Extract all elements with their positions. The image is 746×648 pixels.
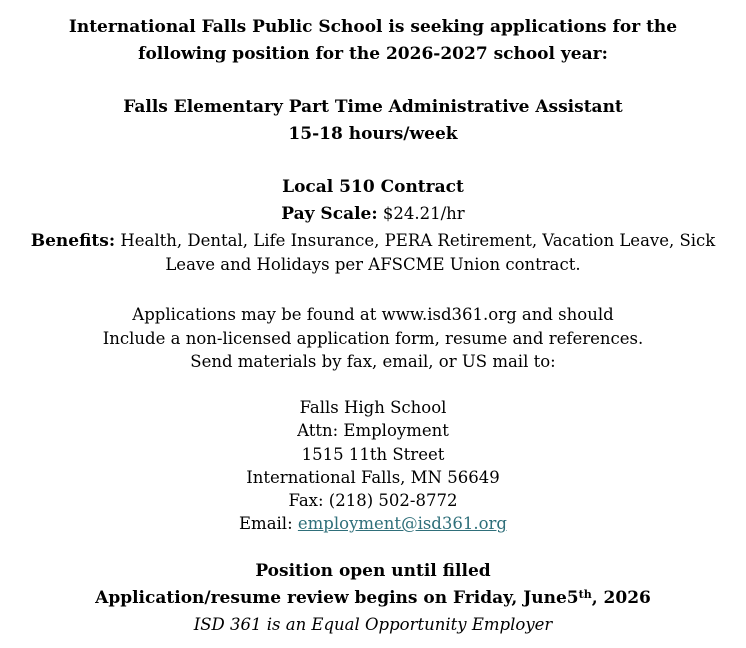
address-street: 1515 11th Street <box>301 445 445 464</box>
pay-scale-value: $24.21/hr <box>377 204 465 223</box>
benefits-text-1: Health, Dental, Life Insurance, PERA Retirement, Vacation Leave, Sick <box>115 231 716 250</box>
equal-opportunity-statement: ISD 361 is an Equal Opportunity Employer <box>193 615 553 634</box>
instructions-line-3: Send materials by fax, email, or US mail to: <box>190 352 556 371</box>
position-title: Falls Elementary Part Time Administrative Assistant <box>123 97 623 117</box>
address-school: Falls High School <box>299 398 447 417</box>
heading-line-2: following position for the 2026-2027 school year: <box>138 44 608 64</box>
benefits-line-1 <box>0 231 746 251</box>
pay-scale-label: Pay Scale: <box>281 204 378 224</box>
position-hours: 15-18 hours/week <box>288 124 458 144</box>
address-attn: Attn: Employment <box>297 421 449 440</box>
email-label: Email: <box>239 514 298 533</box>
benefits-label: Benefits: <box>30 231 116 251</box>
heading-line-1: International Falls Public School is seeking applications for the <box>68 17 678 37</box>
review-date <box>0 588 746 608</box>
review-date-ordinal: th <box>578 588 592 601</box>
review-date-suffix: , 2026 <box>591 588 651 608</box>
contract-name: Local 510 Contract <box>282 177 464 197</box>
instructions-line-2: Include a non-licensed application form, resume and references. <box>102 329 644 348</box>
address-city: International Falls, MN 56649 <box>246 468 500 487</box>
email-link[interactable]: employment@isd361.org <box>297 514 507 533</box>
address-email <box>0 514 746 534</box>
instructions-line-1: Applications may be found at www.isd361.org and should <box>132 305 614 324</box>
address-fax: Fax: (218) 502-8772 <box>288 491 458 510</box>
pay-scale <box>0 204 746 224</box>
review-date-prefix: Application/resume review begins on Friday, June5 <box>95 588 579 608</box>
position-open-note: Position open until filled <box>255 561 491 581</box>
benefits-line-2: Leave and Holidays per AFSCME Union contract. <box>165 255 581 274</box>
